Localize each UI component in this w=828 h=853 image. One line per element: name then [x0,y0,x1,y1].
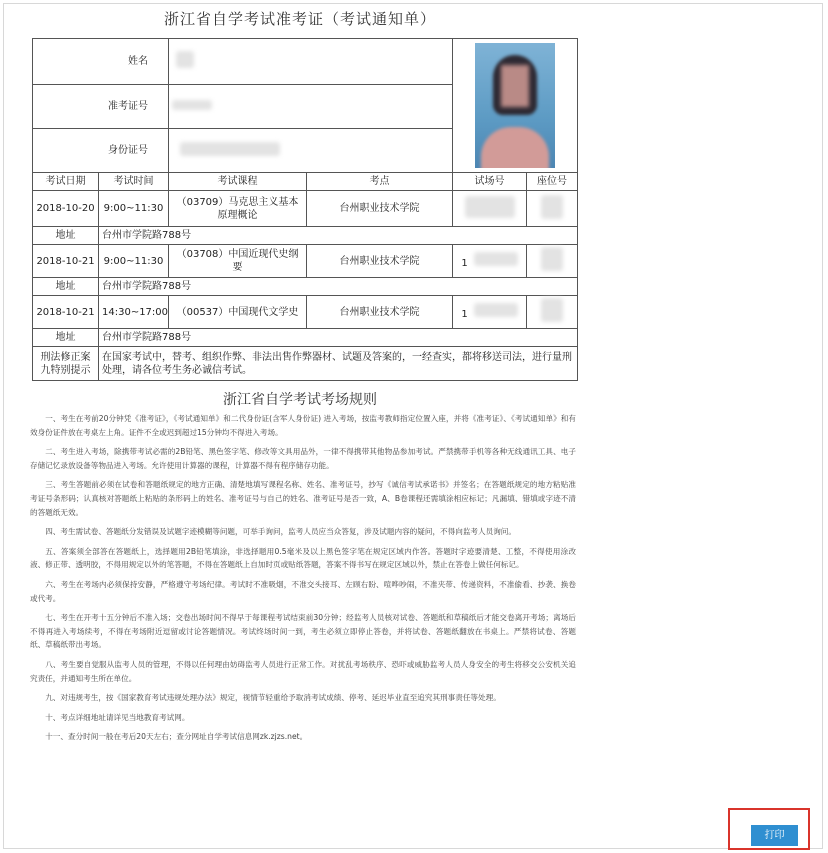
session-seat [527,245,578,278]
header-course: 考试课程 [169,173,307,191]
exam-number-value [169,85,453,129]
session-date: 2018-10-21 [33,245,99,278]
rule-item: 五、答案须全部答在答题纸上，选择题用2B铅笔填涂，非选择题用0.5毫米及以上黑色签字笔在规定区域内作答。答题时字迹要清楚、工整，不得使用涂改液、修正带、透明胶，不得用规定以外的笔答题，不得在答题纸上自加时页或贴纸答题，答案不得书写在规定区域以外，禁止在答卷上做任何标记。 [30,546,576,570]
session-center: 台州职业技术学院 [307,191,453,227]
header-center: 考点 [307,173,453,191]
rule-item: 四、考生需试卷、答题纸分发错误及试题字迹模糊等问题，可举手询问，监考人员应当众答复，涉及试题内容的疑问，不得向监考人员询问。 [45,527,516,537]
rule-item: 一、考生在考前20分钟凭《准考证》，《考试通知单》和二代身份证(含军人身份证) 进入考场，按监考教师指定位置入座，并将《准考证》、《考试通知单》和有效身份证件放在考桌左上角。证件不全或迟到超过15分钟均不得进入考场。 [30,414,576,437]
session-course: （00537）中国现代文学史 [169,296,307,329]
rule-item: 三、考生答题前必须在试卷和答题纸规定的地方正确、清楚地填写课程名称、姓名、准考证号，抄写《诚信考试承诺书》并签名；在答题纸规定的地方粘贴准考证号条形码；认真核对答题纸上粘贴的条形码上的姓名、准考证号与自己的姓名、准考证号是否一致，A、B卷课程还需填涂相应标记；凡漏填、错填或字迹不清的答题纸无效。 [30,480,576,517]
header-time: 考试时间 [99,173,169,191]
session-room: 1 [453,296,527,329]
address-label: 地址 [33,227,99,245]
exam-number-label: 准考证号 [33,85,169,129]
session-time: 9:00~11:30 [99,191,169,227]
header-room: 试场号 [453,173,527,191]
session-room: 1 [453,245,527,278]
page-title: 浙江省自学考试准考证（考试通知单） [163,10,436,28]
rule-item: 十、考点详细地址请详见当地教育考试网。 [45,712,190,722]
name-value [169,39,453,85]
photo-cell [453,39,578,173]
rule-item: 六、考生在考场内必须保持安静，严格遵守考场纪律。考试时不准吸烟，不准交头接耳、左顾右盼、喧哗吵闹，不准夹带、传递资料，不准偷看、抄袭、换卷或代考。 [30,579,576,603]
print-button[interactable]: 打印 [751,825,798,846]
rules-list [30,412,576,750]
session-row [33,191,578,227]
rule-item: 八、考生要自觉服从监考人员的管理，不得以任何理由妨碍监考人员进行正常工作。对扰乱考场秩序、恐吓或威胁监考人员人身安全的考生将移交公安机关追究责任，并通知考生所在单位。 [30,659,576,683]
rule-item: 七、考生在开考十五分钟后不准入场；交卷出场时间不得早于每课程考试结束前30分钟；经监考人员核对试卷、答题纸和草稿纸后才能交卷离开考场；离场后不得再进入考场续考，不得在考场附近逗留或讨论答题情况。考试终场时间一到，考生必须立即停止答卷，并将试卷、答题纸翻放在书桌上。严禁将试卷、答题纸、草稿纸带出考场。 [30,613,576,650]
session-date: 2018-10-21 [33,296,99,329]
rule-item: 二、考生进入考场，除携带考试必需的2B铅笔、黑色签字笔、修改等文具用品外，一律不得携带其他物品参加考试。严禁携带手机等各种无线通讯工具、电子存储记忆录放设备等物品进入考场。允许使用计算器的课程，计算器不得有程序储存功能。 [30,447,576,470]
session-address: 台州市学院路788号 [99,227,578,245]
rule-item: 九、对违规考生，按《国家教育考试违规处理办法》规定，视情节轻重给予取消考试成绩、停考、延迟毕业直至追究其刑事责任等处理。 [45,693,501,703]
rule-item: 十一、查分时间一般在考后20天左右；查分网址自学考试信息网zk.zjzs.net。 [45,732,308,742]
address-label: 地址 [33,329,99,347]
rules-title: 浙江省自学考试考场规则 [223,392,377,408]
session-address: 台州市学院路788号 [99,278,578,296]
header-date: 考试日期 [33,173,99,191]
session-address: 台州市学院路788号 [99,329,578,347]
session-room [453,191,527,227]
session-row [33,245,578,278]
session-course: （03708）中国近现代史纲要 [169,245,307,278]
admission-ticket-table [32,38,578,381]
criminal-law-text: 在国家考试中，替考、组织作弊、非法出售作弊器材、试题及答案的，一经查实，都将移送司法，进行量刑处理，请各位考生务必诚信考试。 [99,347,578,381]
criminal-law-label: 刑法修正案九特别提示 [33,347,99,381]
address-label: 地址 [33,278,99,296]
session-time: 9:00~11:30 [99,245,169,278]
name-label: 姓名 [33,39,169,85]
session-seat [527,296,578,329]
session-course: （03709）马克思主义基本原理概论 [169,191,307,227]
session-seat [527,191,578,227]
candidate-photo [475,43,555,168]
session-date: 2018-10-20 [33,191,99,227]
session-time: 14:30~17:00 [99,296,169,329]
id-number-label: 身份证号 [33,129,169,173]
id-number-value [169,129,453,173]
session-center: 台州职业技术学院 [307,296,453,329]
session-center: 台州职业技术学院 [307,245,453,278]
session-row [33,296,578,329]
header-seat: 座位号 [527,173,578,191]
